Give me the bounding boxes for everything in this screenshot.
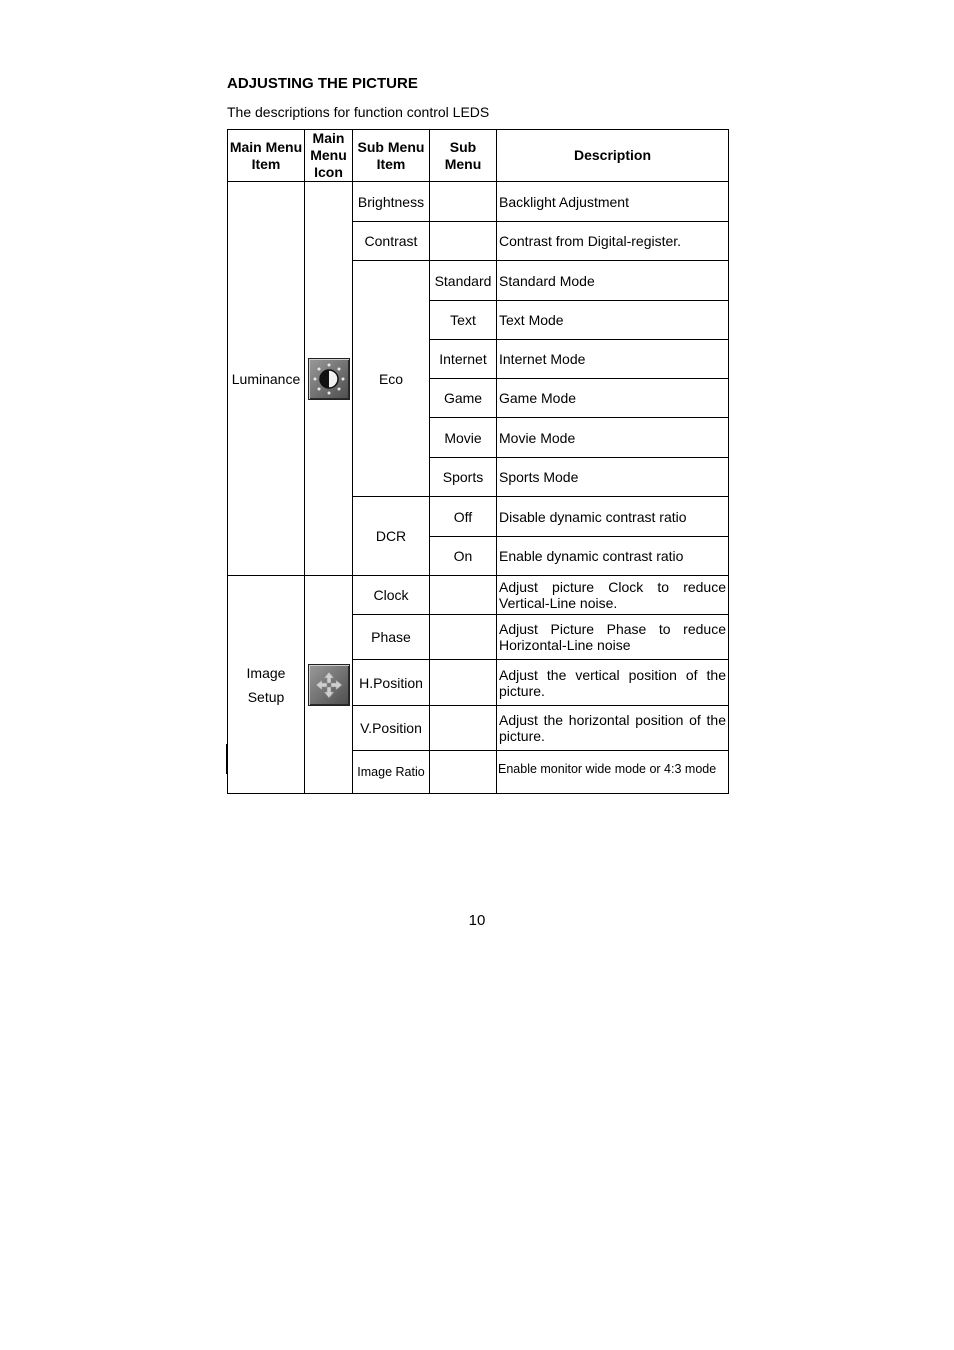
section-heading: ADJUSTING THE PICTURE (227, 75, 418, 92)
sub-menu-movie: Movie (430, 418, 497, 458)
sub-menu-internet: Internet (430, 340, 497, 379)
desc-standard: Standard Mode (497, 261, 729, 301)
desc-phase: Adjust Picture Phase to reduce Horizontal-Line noise (497, 615, 729, 660)
page-number: 10 (468, 912, 486, 929)
sub-item-dcr: DCR (353, 497, 430, 576)
desc-text: Text Mode (497, 301, 729, 340)
desc-sports: Sports Mode (497, 458, 729, 497)
margin-line (226, 744, 227, 774)
sub-menu-off: Off (430, 497, 497, 537)
desc-movie: Movie Mode (497, 418, 729, 458)
sub-menu-empty (430, 576, 497, 615)
sub-menu-sports: Sports (430, 458, 497, 497)
header-main-menu-item: Main Menu Item (228, 130, 305, 182)
brightness-icon (308, 358, 350, 400)
desc-h-position: Adjust the vertical position of the picture. (497, 660, 729, 706)
sub-item-brightness: Brightness (353, 182, 430, 222)
table-row (228, 182, 729, 222)
sub-menu-empty (430, 660, 497, 706)
image-setup-label-line1: Image (246, 664, 286, 681)
sub-menu-empty (430, 751, 497, 794)
desc-contrast: Contrast from Digital-register. (497, 222, 729, 261)
desc-brightness: Backlight Adjustment (497, 182, 729, 222)
desc-v-position: Adjust the horizontal position of the picture. (497, 706, 729, 751)
sub-menu-empty (430, 182, 497, 222)
desc-internet: Internet Mode (497, 340, 729, 379)
move-arrows-icon (308, 664, 350, 706)
sub-menu-empty (430, 706, 497, 751)
luminance-icon-cell (305, 182, 353, 576)
header-main-menu-icon: Main Menu Icon (305, 130, 353, 182)
desc-image-ratio: Enable monitor wide mode or 4:3 mode (497, 751, 729, 794)
image-setup-icon-cell (305, 576, 353, 794)
header-sub-menu: Sub Menu (430, 130, 497, 182)
table-header-row (228, 130, 729, 182)
main-item-luminance: Luminance (228, 182, 305, 576)
sub-item-eco: Eco (353, 261, 430, 497)
sub-menu-standard: Standard (430, 261, 497, 301)
table-row (228, 576, 729, 615)
sub-item-phase: Phase (353, 615, 430, 660)
sub-item-image-ratio: Image Ratio (353, 751, 430, 794)
sub-menu-empty (430, 222, 497, 261)
desc-dcr-on: Enable dynamic contrast ratio (497, 537, 729, 576)
sub-menu-empty (430, 615, 497, 660)
sub-item-h-position: H.Position (353, 660, 430, 706)
sub-item-v-position: V.Position (353, 706, 430, 751)
desc-game: Game Mode (497, 379, 729, 418)
osd-menu-table (227, 129, 729, 794)
sub-item-contrast: Contrast (353, 222, 430, 261)
intro-text: The descriptions for function control LEDS (227, 104, 490, 120)
sub-menu-on: On (430, 537, 497, 576)
header-sub-menu-item: Sub Menu Item (353, 130, 430, 182)
sub-menu-text: Text (430, 301, 497, 340)
desc-dcr-off: Disable dynamic contrast ratio (497, 497, 729, 537)
header-description: Description (497, 130, 729, 182)
sub-menu-game: Game (430, 379, 497, 418)
sub-item-clock: Clock (353, 576, 430, 615)
image-setup-label-line2: Setup (247, 688, 285, 705)
desc-clock: Adjust picture Clock to reduce Vertical-Line noise. (497, 576, 729, 615)
main-item-image-setup (228, 576, 305, 794)
